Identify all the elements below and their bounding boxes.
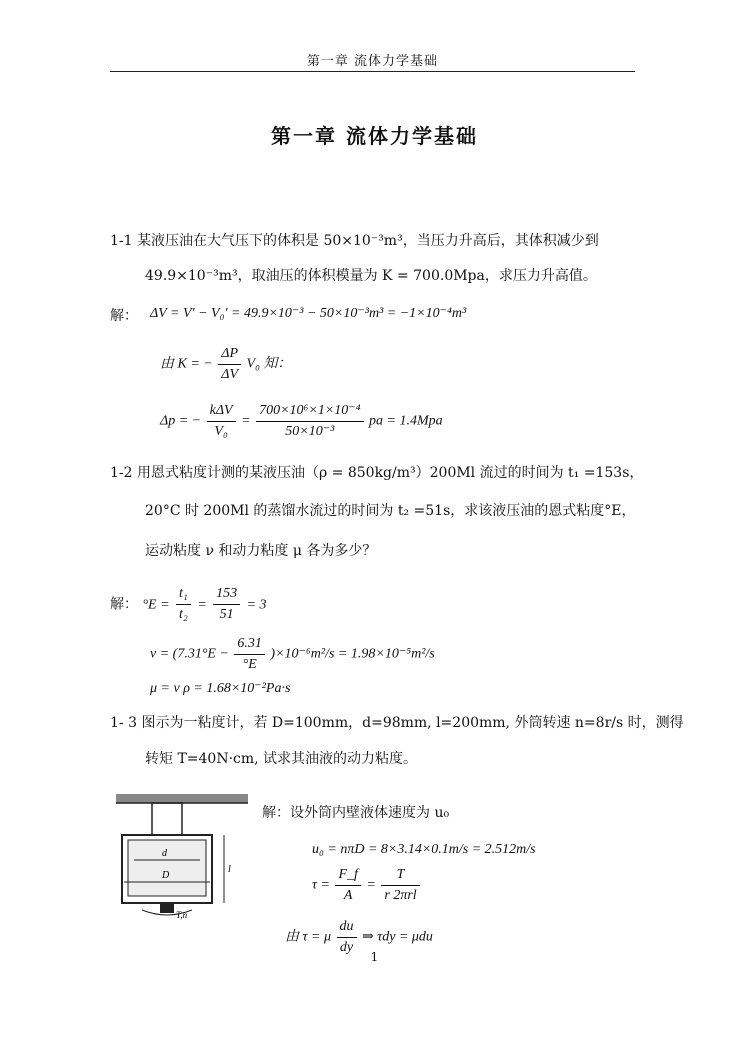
eq-1-suffix: = 3 (246, 597, 267, 613)
fraction-numerator: 153 (213, 585, 240, 605)
solution-1-2-eq-1 (110, 585, 267, 624)
fraction-numeric (256, 402, 363, 441)
fraction-numerator: 700×10⁶×1×10⁻⁴ (256, 402, 363, 422)
fraction-631-e (234, 635, 265, 674)
fraction-denominator: A (343, 888, 353, 903)
problem-1-3-line-1: 1- 3 图示为一粘度计，若 D=100mm，d=98mm, l=200mm, 外筒转速 n=8r/s 时，测得 (110, 715, 684, 731)
eq-3-equals: = (241, 413, 251, 429)
solution-1-1-label: 解： (110, 308, 138, 324)
running-header: 第一章 流体力学基础 (306, 54, 439, 69)
solution-1-2-label: 解： (110, 596, 138, 613)
fraction-numerator: 6.31 (234, 635, 265, 655)
fraction-t1-t2 (176, 585, 191, 624)
fraction-denominator: 51 (219, 607, 234, 622)
fraction-denominator: 50×10⁻³ (285, 424, 335, 439)
fraction-denominator: °E (242, 657, 257, 672)
fraction-t-2pirl (381, 866, 419, 905)
solution-1-3-eq-1: u₀ = nπD = 8×3.14×0.1m/s = 2.512m/s (312, 842, 536, 857)
fraction-denominator: dy (339, 940, 354, 955)
label-D: D (162, 870, 170, 881)
solution-1-1-eq-2 (160, 345, 291, 384)
fraction-numerator: t₁ (176, 585, 191, 605)
solution-1-1-eq-1: ΔV = V′ − V₀′ = 49.9×10⁻³ − 50×10⁻³m³ = −1×10⁻⁴m³ (150, 306, 467, 321)
header-rule (110, 71, 635, 72)
problem-1-1-line-1: 1-1 某液压油在大气压下的体积是 50×10⁻³m³，当压力升高后，其体积减少到 (110, 233, 599, 249)
eq-2-prefix: ν = (7.31°E − (150, 646, 229, 662)
fraction-denominator: r 2πrl (384, 888, 417, 903)
problem-1-2-line-1: 1-2 用恩式粘度计测的某液压油（ρ = 850kg/m³）200Ml 流过的时间为 t₁ =153s， (110, 465, 644, 481)
fraction-denominator: t₂ (179, 607, 188, 622)
eq-2-suffix: V₀ 知： (246, 356, 292, 372)
eq-2-equals: = (366, 877, 376, 893)
eq-1-prefix: °E = (142, 597, 170, 613)
problem-1-1-line-2: 49.9×10⁻³m³，取油压的体积模量为 K = 700.0Mpa，求压力升高值。 (145, 268, 597, 284)
viscometer-figure (112, 790, 252, 920)
eq-1-equals: = (197, 597, 207, 613)
solution-1-2-eq-3: μ = ν ρ = 1.68×10⁻²Pa·s (150, 681, 291, 696)
solution-1-1-eq-3 (160, 402, 443, 441)
solution-1-2-eq-2 (150, 635, 435, 674)
fraction-numerator: du (337, 918, 357, 938)
chapter-title: 第一章 流体力学基础 (271, 124, 478, 148)
fraction-dp-dv (218, 345, 241, 384)
problem-1-3-line-2: 转矩 T=40N·cm, 试求其油液的动力粘度。 (145, 751, 418, 767)
fraction-denominator: V₀ (214, 424, 228, 439)
fraction-kdv-v0 (207, 402, 236, 441)
eq-3-suffix: ⇒ τdy = μdu (362, 929, 433, 945)
fraction-ff-a (335, 866, 360, 905)
eq-3-prefix: 由 τ = μ (285, 929, 331, 945)
eq-3-suffix: pa = 1.4Mpa (369, 413, 443, 429)
fraction-153-51 (213, 585, 240, 624)
eq-3-prefix: Δp = − (160, 413, 202, 429)
fraction-numerator: F_f (335, 866, 360, 886)
page-number: 1 (370, 950, 379, 964)
label-d: d (162, 848, 167, 859)
fraction-denominator: ΔV (221, 367, 239, 382)
label-l: l (228, 864, 231, 875)
lower-shaft (160, 903, 174, 913)
ceiling-hatch (116, 794, 248, 803)
solution-1-3-eq-2 (312, 866, 422, 905)
solution-1-3-intro: 解：设外筒内壁液体速度为 u₀ (262, 805, 450, 821)
fraction-numerator: kΔV (207, 402, 236, 422)
eq-2-prefix: τ = (312, 877, 330, 893)
problem-1-2-line-2: 20°C 时 200Ml 的蒸馏水流过的时间为 t₂ =51s，求该液压油的恩式粘度°E， (145, 503, 636, 519)
eq-2-suffix: )×10⁻⁶m²/s = 1.98×10⁻⁵m²/s (270, 646, 435, 662)
eq-2-prefix: 由 K = − (160, 356, 213, 372)
label-tn: T,n (176, 910, 188, 920)
inner-cylinder (128, 840, 206, 896)
fraction-numerator: ΔP (218, 345, 241, 365)
upper-shaft (152, 803, 182, 835)
fraction-numerator: T (381, 866, 419, 886)
problem-1-2-line-3: 运动粘度 ν 和动力粘度 μ 各为多少？ (145, 543, 377, 559)
